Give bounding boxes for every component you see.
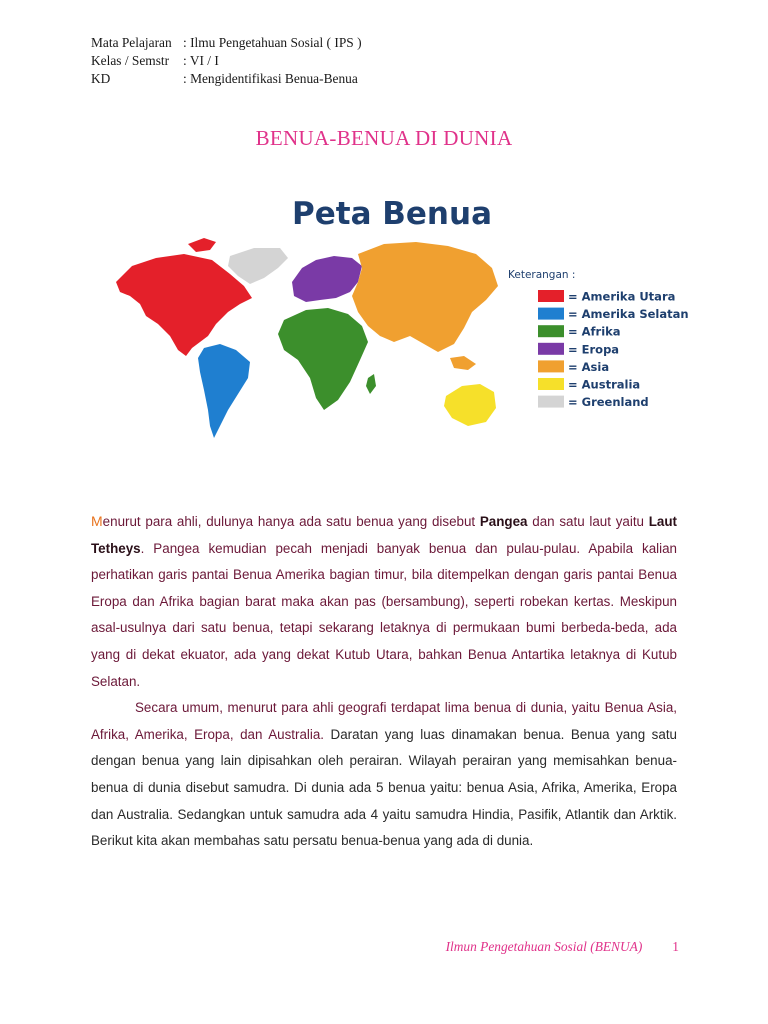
legend-label: = Eropa: [568, 342, 620, 357]
paragraph-text: Secara umum, menurut para ahli geografi terdapat lima benua di dunia, yaitu Benua Asia, Afrika, Amerika, Eropa, dan Australia.: [91, 700, 677, 742]
legend-label: = Greenland: [568, 395, 649, 410]
page-number: 1: [672, 939, 679, 954]
paragraph-pangea: [91, 508, 677, 695]
lesson-info-row: [91, 34, 362, 52]
asia-shape: [352, 242, 498, 352]
legend-swatch: [538, 325, 564, 337]
south-america-shape: [198, 344, 250, 438]
legend-swatch: [538, 378, 564, 390]
continent-map-figure: [112, 186, 702, 458]
north-america-island-shape: [188, 238, 216, 252]
paragraph-text: . Pangea kemudian pecah menjadi banyak benua dan pulau-pulau. Apabila kalian perhatikan garis pantai Benua Amerika bagian timur, bila ditempelkan dengan garis pantai Benua Eropa dan Afrika bagian barat maka akan pas (bersambung), seperti robekan kertas. Meskipun asal-usulnya dari satu benua, tetapi sekarang letaknya di permukaan bumi berbeda-beda, ada yang di dekat ekuator, ada yang dekat Kutub Utara, bahkan Benua Antartika letaknya di Kutub Selatan.: [91, 540, 677, 689]
greenland-shape: [228, 248, 288, 284]
legend-label: = Amerika Selatan: [568, 307, 689, 322]
map-legend: [538, 290, 689, 410]
legend-heading: Keterangan :: [508, 269, 576, 281]
lesson-info-key: Mata Pelajaran: [91, 35, 172, 50]
asia-island-shape: [450, 356, 476, 370]
lesson-info: [91, 34, 362, 89]
africa-shape: [278, 308, 368, 410]
legend-swatch: [538, 290, 564, 302]
legend-swatch: [538, 396, 564, 408]
lesson-info-key: KD: [91, 71, 111, 87]
term-laut-tetheys: Laut Tetheys: [91, 514, 677, 556]
legend-label: = Australia: [568, 377, 641, 392]
legend-swatch: [538, 360, 564, 372]
lesson-info-row: [91, 52, 362, 70]
legend-swatch: [538, 343, 564, 355]
paragraph-continents: [91, 695, 677, 855]
lesson-info-row: [91, 70, 362, 88]
europe-shape: [292, 256, 362, 302]
lesson-info-value: : Ilmu Pengetahuan Sosial ( IPS ): [183, 35, 362, 50]
legend-label: = Asia: [568, 359, 610, 374]
madagascar-shape: [366, 374, 376, 394]
drop-cap: M: [91, 513, 103, 529]
map-title: Peta Benua: [292, 196, 492, 232]
lesson-info-value: : VI / I: [183, 53, 219, 69]
footer-label: Ilmun Pengetahuan Sosial (BENUA): [445, 939, 643, 954]
article-body: [91, 508, 677, 855]
page-footer: [446, 939, 679, 955]
page-title: BENUA-BENUA DI DUNIA: [255, 126, 513, 150]
lesson-info-key: Kelas / Semstr: [91, 53, 170, 69]
paragraph-text: dan satu laut yaitu: [527, 514, 649, 529]
paragraph-text: Daratan yang luas dinamakan benua. Benua yang satu dengan benua yang lain dipisahkan oleh perairan. Wilayah perairan yang memisahkan benua-benua di dunia disebut samudra. Di dunia ada 5 benua yaitu: benua Asia, Afrika, Amerika, Eropa dan Australia. Sedangkan untuk samudra ada 4 yaitu samudra Hindia, Pasifik, Atlantik dan Arktik. Berikut kita akan membahas satu persatu benua-benua yang ada di dunia.: [91, 726, 677, 849]
paragraph-text: enurut para ahli, dulunya hanya ada satu benua yang disebut: [102, 514, 480, 529]
term-pangea: Pangea: [479, 514, 528, 529]
australia-shape: [444, 384, 496, 426]
legend-label: = Afrika: [568, 324, 621, 339]
lesson-info-value: : Mengidentifikasi Benua-Benua: [183, 71, 358, 87]
legend-swatch: [538, 308, 564, 320]
legend-label: = Amerika Utara: [568, 289, 676, 304]
world-map-image: [112, 186, 702, 458]
